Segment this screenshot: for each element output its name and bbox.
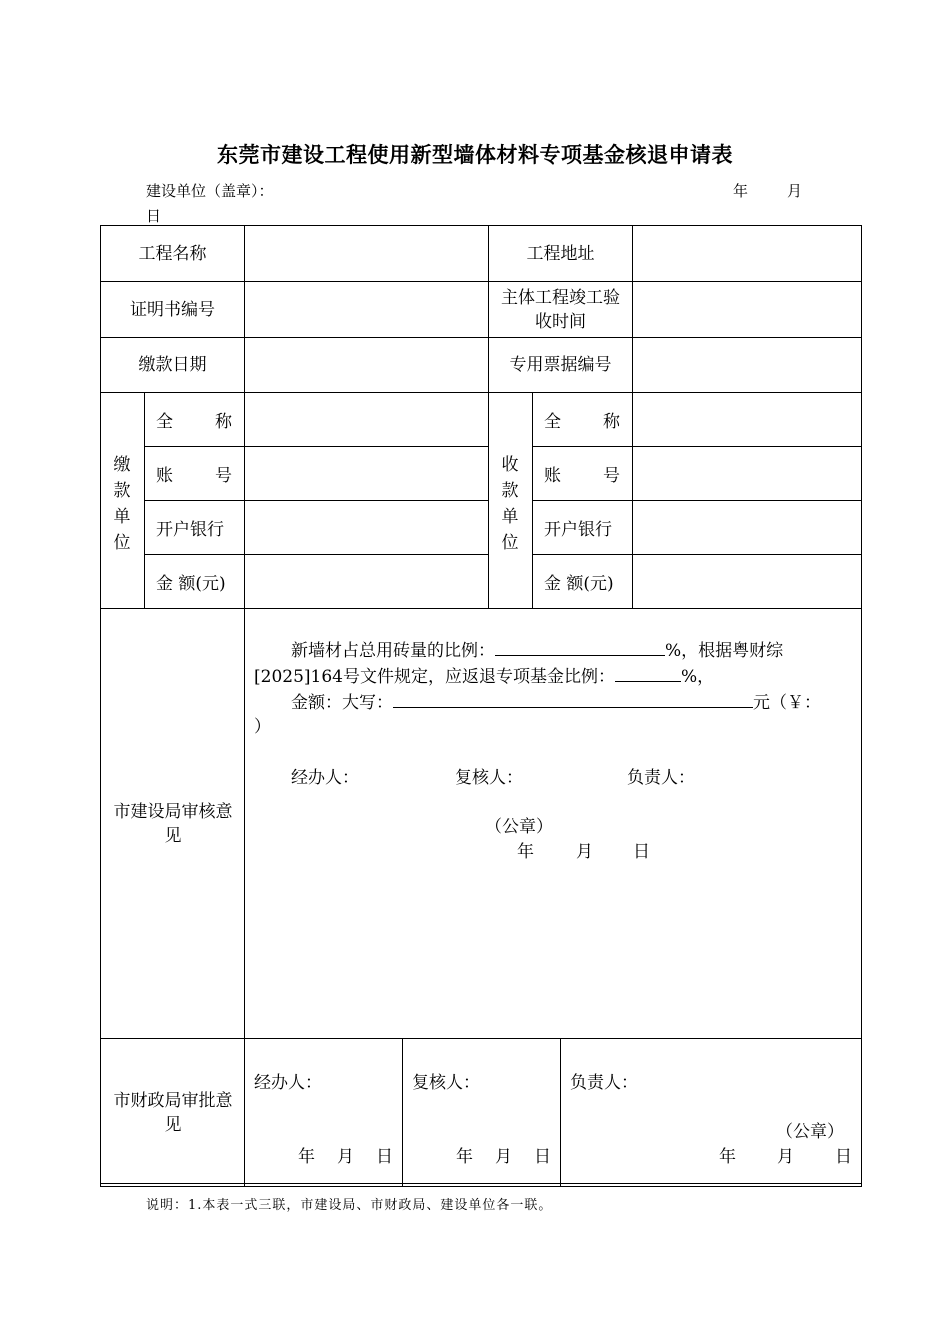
payee-bank-label: 开户银行 [544, 520, 612, 540]
payee-full-name-label: 全 称 [544, 412, 620, 432]
finance-handler-month: 月 [337, 1147, 354, 1167]
construction-seal-label: （公章） [485, 817, 553, 837]
finance-handler-label: 经办人： [254, 1073, 322, 1093]
finance-handler-day: 日 [376, 1147, 393, 1167]
header-month: 月 [787, 182, 803, 200]
payment-date-field[interactable] [245, 338, 488, 392]
table-border-bottom-double [100, 1186, 862, 1187]
payment-date-label: 缴款日期 [138, 355, 207, 375]
ratio-blank[interactable] [495, 637, 665, 656]
table-border-right [861, 225, 862, 1187]
ratio-line: 新墙材占总用砖量的比例： %，根据粤财综 [291, 636, 783, 661]
payee-bank-field[interactable] [633, 501, 861, 554]
header-day: 日 [146, 207, 162, 225]
payee-full-name-field[interactable] [633, 393, 861, 446]
header-year: 年 [733, 182, 749, 200]
applicant-label: 建设单位（盖章）： [146, 182, 274, 200]
payee-amount-label: 金 额(元) [544, 574, 614, 594]
payer-full-name-label: 全 称 [156, 412, 232, 432]
payer-account-field[interactable] [245, 447, 488, 500]
col-divider [144, 392, 145, 609]
construction-year: 年 [517, 842, 534, 862]
finance-seal-label: （公章） [776, 1122, 844, 1142]
construction-handler-label: 经办人： [291, 768, 359, 788]
finance-chief-month: 月 [777, 1147, 794, 1167]
amount-line: 金额：大写： 元（￥： [291, 688, 821, 713]
construction-checker-label: 复核人： [455, 768, 523, 788]
refund-ratio-blank[interactable] [615, 663, 681, 682]
payer-amount-field[interactable] [245, 555, 488, 608]
project-name-field[interactable] [245, 226, 488, 281]
completion-time-field[interactable] [633, 282, 861, 337]
receipt-no-label: 专用票据编号 [509, 355, 612, 375]
construction-chief-label: 负责人： [627, 768, 695, 788]
finance-handler-year: 年 [298, 1147, 315, 1167]
finance-chief-label: 负责人： [570, 1073, 638, 1093]
completion-time-label: 主体工程竣工验收时间 [501, 287, 620, 332]
amount-close-paren: ） [254, 717, 271, 737]
payee-unit-label: 收款单位 [501, 455, 519, 553]
col-divider [402, 1038, 403, 1187]
construction-review-label: 市建设局审核意见 [113, 802, 233, 846]
col-divider [532, 392, 533, 609]
page-title: 东莞市建设工程使用新型墙体材料专项基金核退申请表 [217, 142, 733, 167]
project-address-field[interactable] [633, 226, 861, 281]
footnote: 说明：1.本表一式三联，市建设局、市财政局、建设单位各一联。 [146, 1198, 553, 1213]
row-divider [100, 1038, 862, 1039]
payee-account-field[interactable] [633, 447, 861, 500]
finance-checker-day: 日 [534, 1147, 551, 1167]
finance-checker-month: 月 [495, 1147, 512, 1167]
finance-checker-year: 年 [456, 1147, 473, 1167]
receipt-no-field[interactable] [633, 338, 861, 392]
construction-month: 月 [576, 842, 593, 862]
table-border-bottom [100, 1183, 862, 1184]
payer-account-label: 账 号 [156, 466, 232, 486]
finance-chief-day: 日 [835, 1147, 852, 1167]
payer-unit-label: 缴款单位 [113, 455, 131, 553]
certificate-no-label: 证明书编号 [130, 299, 215, 320]
payer-bank-label: 开户银行 [156, 520, 224, 540]
finance-chief-year: 年 [719, 1147, 736, 1167]
project-name-label: 工程名称 [138, 243, 207, 264]
payee-amount-field[interactable] [633, 555, 861, 608]
finance-checker-label: 复核人： [412, 1073, 480, 1093]
row-divider [100, 608, 862, 609]
col-divider [244, 608, 245, 1187]
col-divider [560, 1038, 561, 1187]
refund-ratio-line: [2025]164号文件规定，应返退专项基金比例： %， [254, 662, 714, 687]
construction-day: 日 [633, 842, 650, 862]
payer-bank-field[interactable] [245, 501, 488, 554]
payer-amount-label: 金 额(元) [156, 574, 226, 594]
project-address-label: 工程地址 [526, 243, 595, 264]
finance-review-label: 市财政局审批意见 [113, 1091, 233, 1135]
amount-words-blank[interactable] [393, 689, 753, 708]
certificate-no-field[interactable] [245, 282, 488, 337]
payee-account-label: 账 号 [544, 466, 620, 486]
col-divider [488, 225, 489, 609]
payer-full-name-field[interactable] [245, 393, 488, 446]
